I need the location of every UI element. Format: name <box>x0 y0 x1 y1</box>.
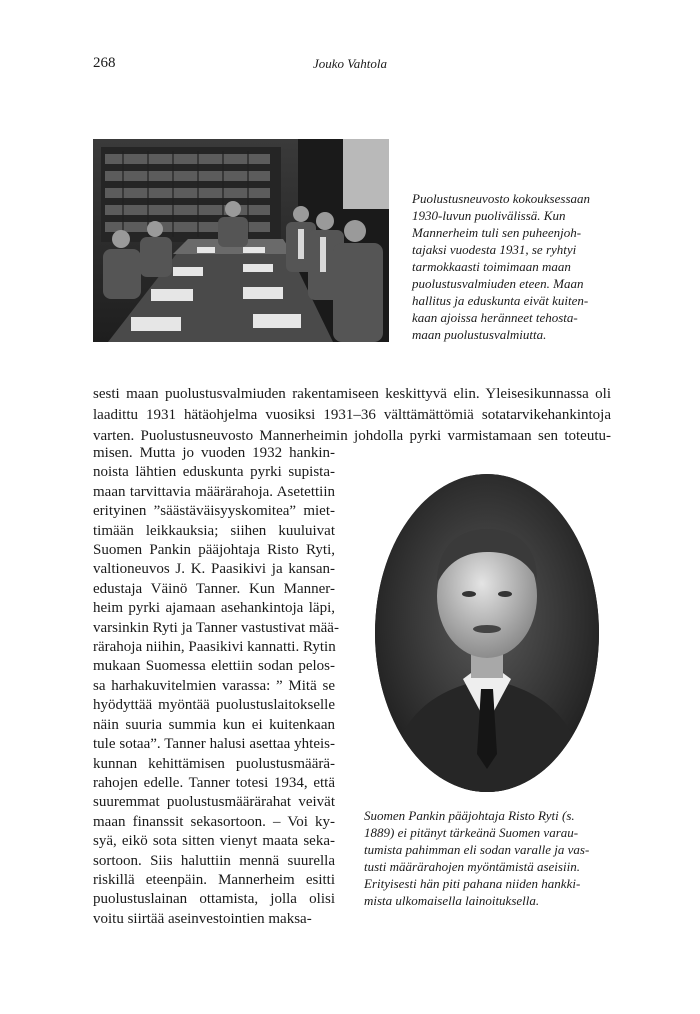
running-head: Jouko Vahtola <box>312 56 387 71</box>
risto-ryti-portrait <box>375 474 599 792</box>
defense-council-photo <box>93 139 389 342</box>
body-text-full-width <box>93 384 611 447</box>
body-line: laadittu 1931 hätäohjelma vuosiksi 1931–36 välttämättömiä sotatarvikehankintoja <box>93 407 611 423</box>
body-text-column: misen. Mutta jo vuoden 1932 hankin- noista lähtien eduskunta pyrki supista- maan tarvittavia määrärahoja. Asetettiin erityinen ”säästäväisyyskomitea” miet- timään leikkauksia; siihen kuuluivat Suomen Pankin pääjohtaja Risto Ryti, valtioneuvos J. K. Paasikivi ja kansan- edustaja Väinö Tanner. Kun Manner- heim pyrki ajamaan asehankintoja läpi, varsinkin Ryti ja Tanner vastustivat mää- rärahoja niihin, Paasikivi kannatti. Rytin mukaan Suomessa elettiin sodan pelos- sa harhakuvitelmien varassa: ” Mitä se hyödyttää myöntää puolustuslaitokselle näin suuria summia kun ei kuitenkaan tule sotaa”. Tanner halusi asettaa yhteis- kunnan kehittämisen puolustusmäärä- rahojen edelle. Tanner totesi 1934, että suuremmat puolustusmäärärahat veivät maan finanssit sekasortoon. – Voi ky- syä, eikö sota sitten vienyt maata seka- sortoon. Siis haluttiin mennä suurella riskillä eteenpäin. Mannerheim esitti puolustuslainan ottamista, jolla olisi voitu siirtää aseinvestointien maksa- <box>93 445 339 927</box>
photo-caption-defense-council: Puolustusneuvosto kokouksessaan 1930-luvun puolivälissä. Kun Mannerheim tuli sen puheenjoh- tajaksi vuodesta 1931, se ryhtyi tarmokkaasti toimimaan maan puolustusvalmiuden eteen. Maan hallitus ja eduskunta eivät kuiten- kaan ajoissa heränneet tehosta- maan puolustusvalmiutta. <box>412 191 591 342</box>
page-number: 268 <box>93 55 116 71</box>
photo-caption-risto-ryti: Suomen Pankin pääjohtaja Risto Ryti (s. 1889) ei pitänyt tärkeänä Suomen varau- tumista pahimman eli sodan varalle ja vas- tusti määrärahojen myöntämistä aseisiin. Erityisesti hän piti pahana niiden hankki- mista ulkomaisella lainoituksella. <box>364 808 590 908</box>
body-line: varten. Puolustusneuvosto Mannerheimin johdolla pyrki varmistamaan sen toteutu- <box>93 428 611 444</box>
body-line: sesti maan puolustusvalmiuden rakentamiseen keskittyvä elin. Yleisesikunnassa oli <box>93 386 611 402</box>
